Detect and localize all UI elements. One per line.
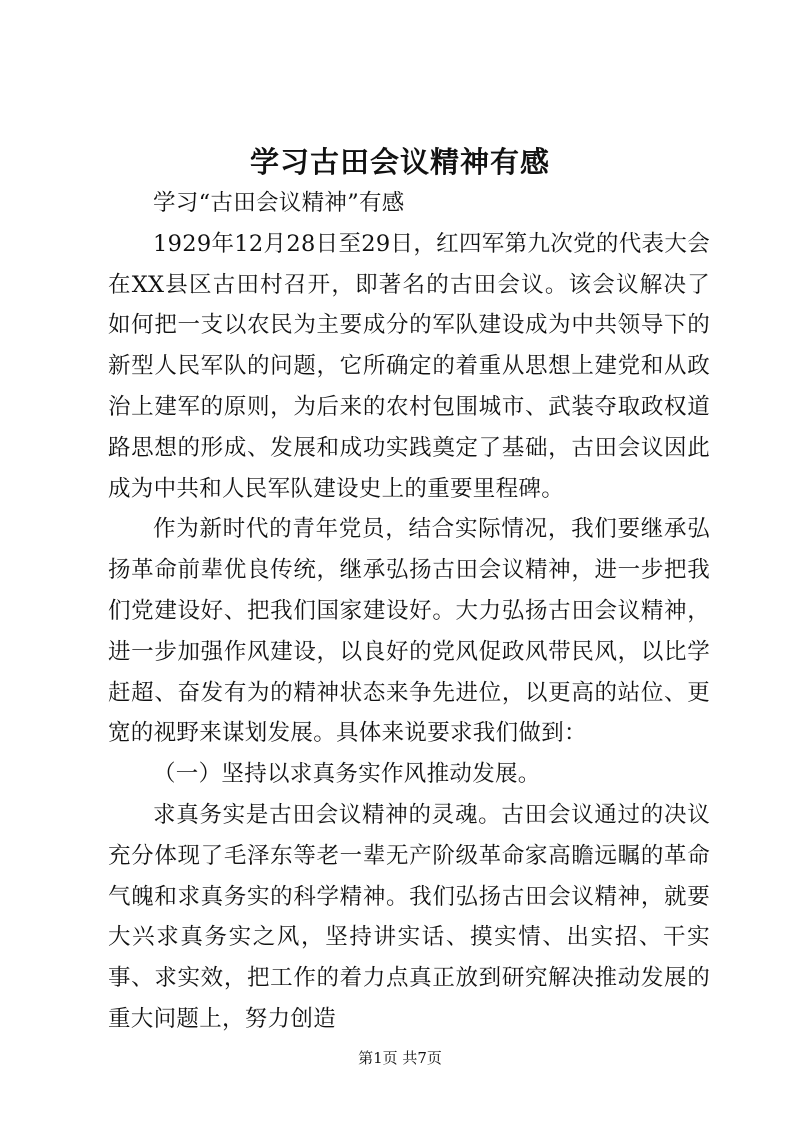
page-footer: 第1页 共7页 <box>358 1049 442 1067</box>
body-paragraph: 1929年12月28日至29日，红四军第九次党的代表大会在XX县区古田村召开，即著名的古田会议。该会议解决了如何把一支以农民为主要成分的军队建设成为中共领导下的新型人民军队的问题，它所确定的着重从思想上建党和从政治上建军的原则，为后来的农村包围城市、武装夺取政权道路思想的形成、发展和成功实践奠定了基础，古田会议因此成为中共和人民军队建设史上的重要里程碑。 <box>108 230 710 502</box>
document-title: 学习古田会议精神有感 <box>249 145 550 179</box>
section-heading: （一）坚持以求真务实作风推动发展。 <box>153 761 541 788</box>
subtitle-paragraph: 学习“古田会议精神”有感 <box>153 190 405 216</box>
body-paragraph: 作为新时代的青年党员，结合实际情况，我们要继承弘扬革命前辈优良传统，继承弘扬古田会议精神，进一步把我们党建设好、把我们国家建设好。大力弘扬古田会议精神，进一步加强作风建设，以良好的党风促政风带民风，以比学赶超、奋发有为的精神状态来争先进位，以更高的站位、更宽的视野来谋划发展。具体来说要求我们做到： <box>108 516 710 747</box>
document-body <box>108 183 710 1040</box>
body-paragraph: 求真务实是古田会议精神的灵魂。古田会议通过的决议充分体现了毛泽东等老一辈无产阶级革命家高瞻远瞩的革命气魄和求真务实的科学精神。我们弘扬古田会议精神，就要大兴求真务实之风，坚持讲实话、摸实情、出实招、干实事、求实效，把工作的着力点真正放到研究解决推动发展的重大问题上，努力创造 <box>108 801 710 1032</box>
